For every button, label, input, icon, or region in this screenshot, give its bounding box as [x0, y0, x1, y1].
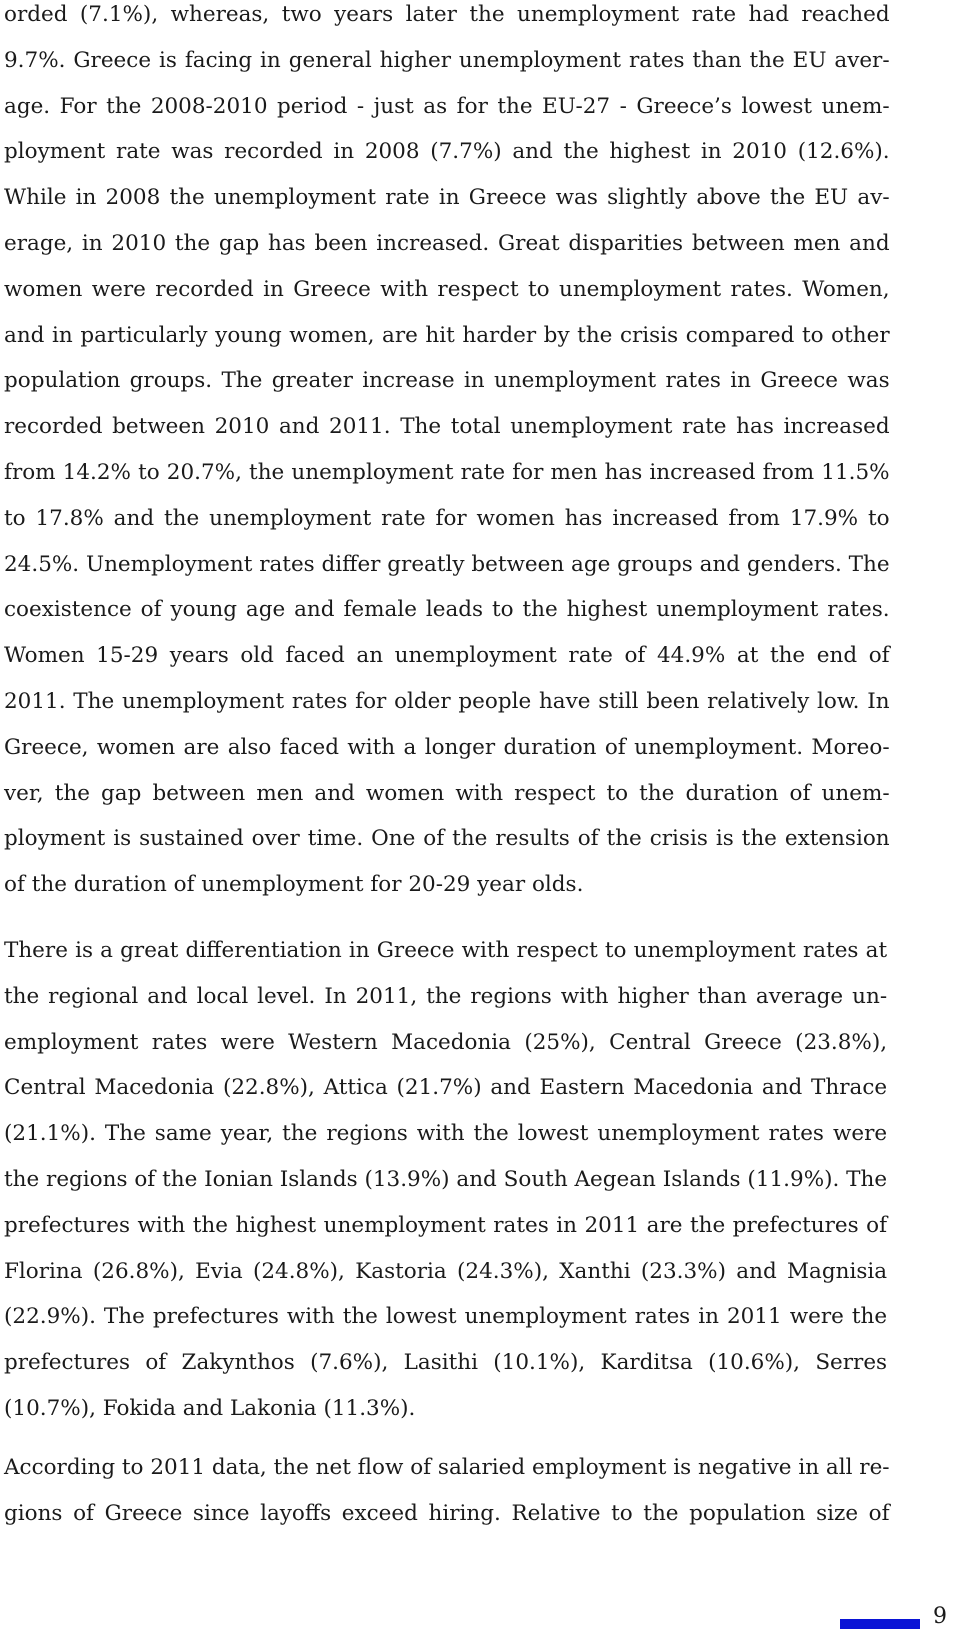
text-line: the regional and local level. In 2011, the regions with higher than average un- [4, 983, 888, 1009]
text-line: prefectures of Zakynthos (7.6%), Lasithi (10.1%), Karditsa (10.6%), Serres [4, 1350, 888, 1376]
text-line: Florina (26.8%), Evia (24.8%), Kastoria (24.3%), Xanthi (23.3%) and Magnisia [4, 1258, 888, 1284]
text-line: Women 15-29 years old faced an unemployment rate of 44.9% at the end of [4, 643, 890, 669]
text-line: recorded between 2010 and 2011. The total unemployment rate has increased [4, 414, 890, 440]
paragraph-regional-differentiation [4, 928, 887, 1432]
text-line: ployment is sustained over time. One of the results of the crisis is the extension [4, 826, 890, 852]
text-line: (10.7%), Fokida and Lakonia (11.3%). [4, 1395, 416, 1421]
page-number: 9 [933, 1604, 947, 1629]
text-line: prefectures with the highest unemployment rates in 2011 are the prefectures of [4, 1212, 888, 1238]
text-line: ver, the gap between men and women with respect to the duration of unem- [4, 780, 890, 806]
text-line: Central Macedonia (22.8%), Attica (21.7%) and Eastern Macedonia and Thrace [4, 1075, 888, 1101]
paragraph-unemployment-trends [4, 0, 890, 908]
paragraph-salaried-employment [4, 1445, 890, 1537]
text-line: to 17.8% and the unemployment rate for women has increased from 17.9% to [4, 505, 890, 531]
text-line: While in 2008 the unemployment rate in Greece was slightly above the EU av- [4, 185, 890, 211]
text-line: 9.7%. Greece is facing in general higher unemployment rates than the EU aver- [4, 47, 890, 73]
text-line: (21.1%). The same year, the regions with the lowest unemployment rates were [4, 1121, 888, 1147]
text-line: of the duration of unemployment for 20-29 year olds. [4, 872, 584, 898]
text-line: orded (7.1%), whereas, two years later the unemployment rate had reached [4, 2, 890, 27]
text-line: population groups. The greater increase in unemployment rates in Greece was [4, 368, 890, 394]
text-line: coexistence of young age and female leads to the highest unemployment rates. [4, 597, 890, 623]
text-line: erage, in 2010 the gap has been increased. Great disparities between men and [4, 230, 890, 256]
text-line: 2011. The unemployment rates for older people have still been relatively low. In [4, 688, 890, 714]
text-line: According to 2011 data, the net flow of salaried employment is negative in all re- [4, 1455, 890, 1480]
text-line: the regions of the Ionian Islands (13.9%) and South Aegean Islands (11.9%). The [4, 1166, 888, 1192]
text-line: 24.5%. Unemployment rates differ greatly between age groups and genders. The [4, 551, 890, 577]
text-line: Greece, women are also faced with a longer duration of unemployment. Moreo- [4, 734, 890, 760]
text-line: gions of Greece since layoffs exceed hiring. Relative to the population size of [4, 1500, 890, 1526]
text-line: ployment rate was recorded in 2008 (7.7%) and the highest in 2010 (12.6%). [4, 139, 890, 165]
text-line: and in particularly young women, are hit harder by the crisis compared to other [4, 322, 890, 348]
footer-accent-bar [840, 1619, 920, 1629]
text-line: There is a great differentiation in Greece with respect to unemployment rates at [4, 938, 888, 963]
text-line: from 14.2% to 20.7%, the unemployment rate for men has increased from 11.5% [4, 459, 890, 485]
text-line: women were recorded in Greece with respect to unemployment rates. Women, [4, 276, 890, 302]
text-line: employment rates were Western Macedonia (25%), Central Greece (23.8%), [4, 1029, 888, 1055]
text-line: age. For the 2008-2010 period - just as for the EU-27 - Greece’s lowest unem- [4, 93, 890, 119]
text-line: (22.9%). The prefectures with the lowest unemployment rates in 2011 were the [4, 1304, 888, 1330]
